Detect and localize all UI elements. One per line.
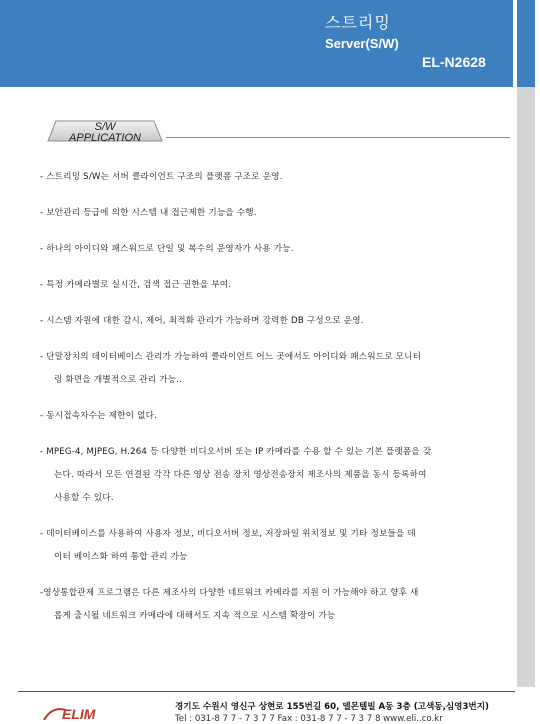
- section-label-line2: APPLICATION: [69, 132, 141, 144]
- feature-item-line: 링 화면을 개별적으로 관리 가능..: [54, 375, 183, 385]
- feature-item-line: - 특정 카메라별로 실시간, 검색 접근 권한을 부여.: [40, 280, 232, 290]
- feature-item: [40, 346, 510, 392]
- side-stripe: [517, 87, 535, 687]
- feature-item-line: - 시스템 자원에 대한 감시, 제어, 최적화 관리가 가능하며 강력한 DB 구성으로 운영.: [40, 316, 364, 326]
- header-right-stripe-inner: [517, 0, 535, 87]
- feature-item-line: - 보안관리 등급에 의한 시스템 내 접근제한 기능을 수행.: [40, 208, 257, 218]
- feature-item-line: - MPEG-4, MJPEG, H.264 등 다양한 비디오서버 또는 IP 카메라를 수용 할 수 있는 기본 플랫폼을 갖: [40, 447, 432, 457]
- feature-item-line: - 스트리밍 S/W는 서버 클라이언트 구조의 플랫폼 구조로 운영.: [40, 172, 283, 182]
- feature-item-line: 롭게 출시될 네트워크 카메라에 대해서도 지속 적으로 시스템 확장이 가능: [54, 611, 336, 621]
- feature-item: [40, 582, 510, 628]
- product-subtitle: Server(S/W): [325, 36, 399, 51]
- feature-item: [40, 202, 510, 225]
- feature-item: [40, 274, 510, 297]
- section-label-line1: S/W: [94, 121, 116, 133]
- company-logo: [42, 700, 102, 720]
- feature-item-line: - 데이터베이스를 사용하여 사용자 정보, 비디오서버 정보, 저장파일 위치정보 및 기타 정보들을 데: [40, 529, 416, 539]
- header-right-stripe: [513, 0, 540, 87]
- footer-address: 경기도 수원시 영신구 상현로 155번길 60, 델몬텔빌 A동 3층 (고색동,심영3번지): [175, 702, 489, 712]
- svg-text:ELIM: ELIM: [62, 706, 96, 720]
- feature-item-line: - 동시접속자수는 제한이 없다.: [40, 411, 158, 421]
- section-divider: [166, 137, 510, 138]
- feature-item: [40, 441, 510, 510]
- feature-item-line: - 하나의 아이디와 패스워드로 단일 및 복수의 운영자가 사용 가능.: [40, 244, 294, 254]
- product-title: 스트리밍: [325, 13, 391, 32]
- feature-item: [40, 238, 510, 261]
- header-banner: [0, 0, 540, 87]
- logo-icon: [42, 700, 102, 720]
- feature-item: [40, 523, 510, 569]
- section-tab: [44, 120, 166, 142]
- feature-list: [40, 166, 510, 641]
- feature-item: [40, 405, 510, 428]
- feature-item-line: -영상통합관제 프로그램은 다른 제조사의 다양한 네트워크 카메라를 지원 이 가능해야 하고 향후 새: [40, 588, 419, 598]
- footer-contact: Tel : 031-8 7 7 - 7 3 7 7 Fax : 031-8 7 7 - 7 3 7 8 www.eli..co.kr: [175, 714, 443, 724]
- feature-item: [40, 166, 510, 189]
- footer-rule: [18, 691, 515, 692]
- feature-item-line: - 단말장치의 데이터베이스 관리가 가능하여 클라이언트 어느 곳에서도 아이디와 패스워드로 모니터: [40, 352, 422, 362]
- feature-item-line: 는다. 따라서 모든 연결된 각각 다른 영상 전송 장치 영상전송장치 제조사의 제품을 동시 등록하여: [54, 470, 427, 480]
- feature-item: [40, 310, 510, 333]
- model-number: EL-N2628: [422, 54, 486, 70]
- feature-item-line: 사용할 수 있다.: [54, 493, 114, 503]
- feature-item-line: 이터 베이스화 하여 통합 관리 가능: [54, 552, 188, 562]
